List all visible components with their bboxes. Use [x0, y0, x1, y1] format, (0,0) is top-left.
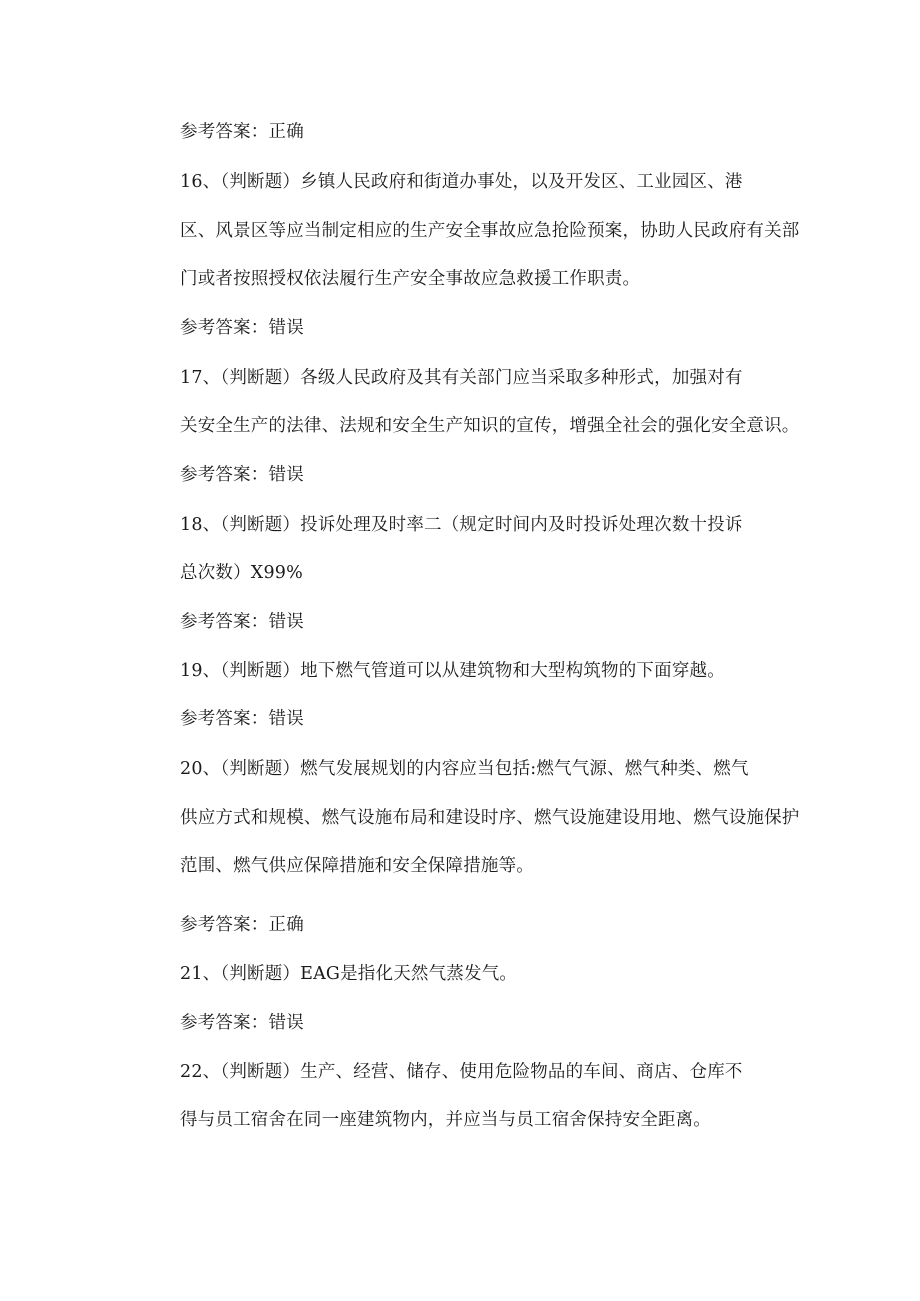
answer-line: 参考答案：错误: [180, 465, 304, 485]
question-20-line-2: 供应方式和规模、燃气设施布局和建设时序、燃气设施建设用地、燃气设施保护: [180, 808, 800, 828]
question-16-line-3: 门或者按照授权依法履行生产安全事故应急救援工作职责。: [180, 269, 641, 289]
question-21-line-1: 21、（判断题）EAG是指化天然气蒸发气。: [180, 964, 518, 984]
question-20-line-3: 范围、燃气供应保障措施和安全保障措施等。: [180, 856, 534, 876]
question-18-line-1: 18、（判断题）投诉处理及时率二（规定时间内及时投诉处理次数十投诉: [180, 515, 743, 535]
question-16-line-2: 区、风景区等应当制定相应的生产安全事故应急抢险预案，协助人民政府有关部: [180, 221, 800, 241]
question-22-line-2: 得与员工宿舍在同一座建筑物内，并应当与员工宿舍保持安全距离。: [180, 1110, 711, 1130]
answer-line: 参考答案：错误: [180, 1013, 304, 1033]
question-20-line-1: 20、（判断题）燃气发展规划的内容应当包括:燃气气源、燃气种类、燃气: [180, 759, 749, 779]
answer-line: 参考答案：错误: [180, 318, 304, 338]
answer-line: 参考答案：错误: [180, 709, 304, 729]
answer-line: 参考答案：正确: [180, 122, 304, 142]
answer-line: 参考答案：正确: [180, 915, 304, 935]
answer-line: 参考答案：错误: [180, 612, 304, 632]
question-17-line-1: 17、（判断题）各级人民政府及其有关部门应当采取多种形式，加强对有: [180, 368, 743, 388]
question-16-line-1: 16、（判断题）乡镇人民政府和街道办事处，以及开发区、工业园区、港: [180, 172, 743, 192]
question-19-line-1: 19、（判断题）地下燃气管道可以从建筑物和大型构筑物的下面穿越。: [180, 661, 725, 681]
question-22-line-1: 22、（判断题）生产、经营、储存、使用危险物品的车间、商店、仓库不: [180, 1062, 743, 1082]
question-17-line-2: 关安全生产的法律、法规和安全生产知识的宣传，增强全社会的强化安全意识。: [180, 416, 800, 436]
question-18-line-2: 总次数）X99%: [180, 563, 303, 583]
